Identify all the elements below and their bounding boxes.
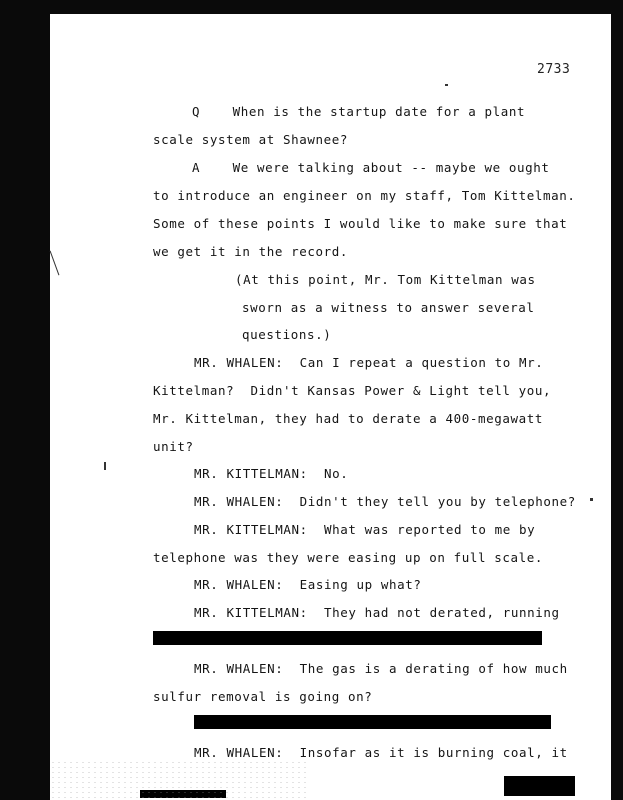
transcript-line: telephone was they were easing up on full scale.: [153, 550, 544, 565]
transcript-line: to introduce an engineer on my staff, Tom Kittelman.: [153, 188, 576, 203]
redaction-bar: [504, 776, 575, 796]
transcript-line: scale system at Shawnee?: [153, 132, 349, 147]
transcript-line: we get it in the record.: [153, 244, 349, 259]
transcript-line: MR. WHALEN: The gas is a derating of how much: [194, 661, 568, 676]
transcript-line: MR. KITTELMAN: What was reported to me by: [194, 522, 536, 537]
scan-left-border: [0, 0, 50, 800]
transcript-line: Q When is the startup date for a plant: [192, 104, 526, 119]
scan-speck: [104, 462, 106, 470]
transcript-line: questions.): [242, 327, 332, 342]
scan-speck: [590, 498, 593, 501]
transcript-line: sworn as a witness to answer several: [242, 300, 535, 315]
transcript-line: sulfur removal is going on?: [153, 689, 373, 704]
transcript-line: MR. KITTELMAN: No.: [194, 466, 349, 481]
redaction-bar: [194, 715, 551, 729]
transcript-line: MR. WHALEN: Easing up what?: [194, 577, 422, 592]
page-number: 2733: [537, 62, 571, 77]
transcript-line: (At this point, Mr. Tom Kittelman was: [235, 272, 536, 287]
transcript-line: MR. WHALEN: Didn't they tell you by telephone?: [194, 494, 576, 509]
redaction-bar: [153, 631, 542, 645]
transcript-line: MR. WHALEN: Can I repeat a question to Mr.: [194, 355, 544, 370]
transcript-line: MR. KITTELMAN: They had not derated, running: [194, 605, 560, 620]
scan-speck: [445, 84, 448, 86]
transcript-line: unit?: [153, 439, 194, 454]
transcript-line: Mr. Kittelman, they had to derate a 400-megawatt: [153, 411, 544, 426]
scan-right-border: [611, 0, 623, 800]
scan-noise: [50, 760, 310, 800]
transcript-line: MR. WHALEN: Insofar as it is burning coal, it: [194, 745, 568, 760]
transcript-line: A We were talking about -- maybe we ought: [192, 160, 550, 175]
transcript-line: Some of these points I would like to make sure that: [153, 216, 568, 231]
scan-top-border: [0, 0, 623, 14]
transcript-line: Kittelman? Didn't Kansas Power & Light tell you,: [153, 383, 552, 398]
